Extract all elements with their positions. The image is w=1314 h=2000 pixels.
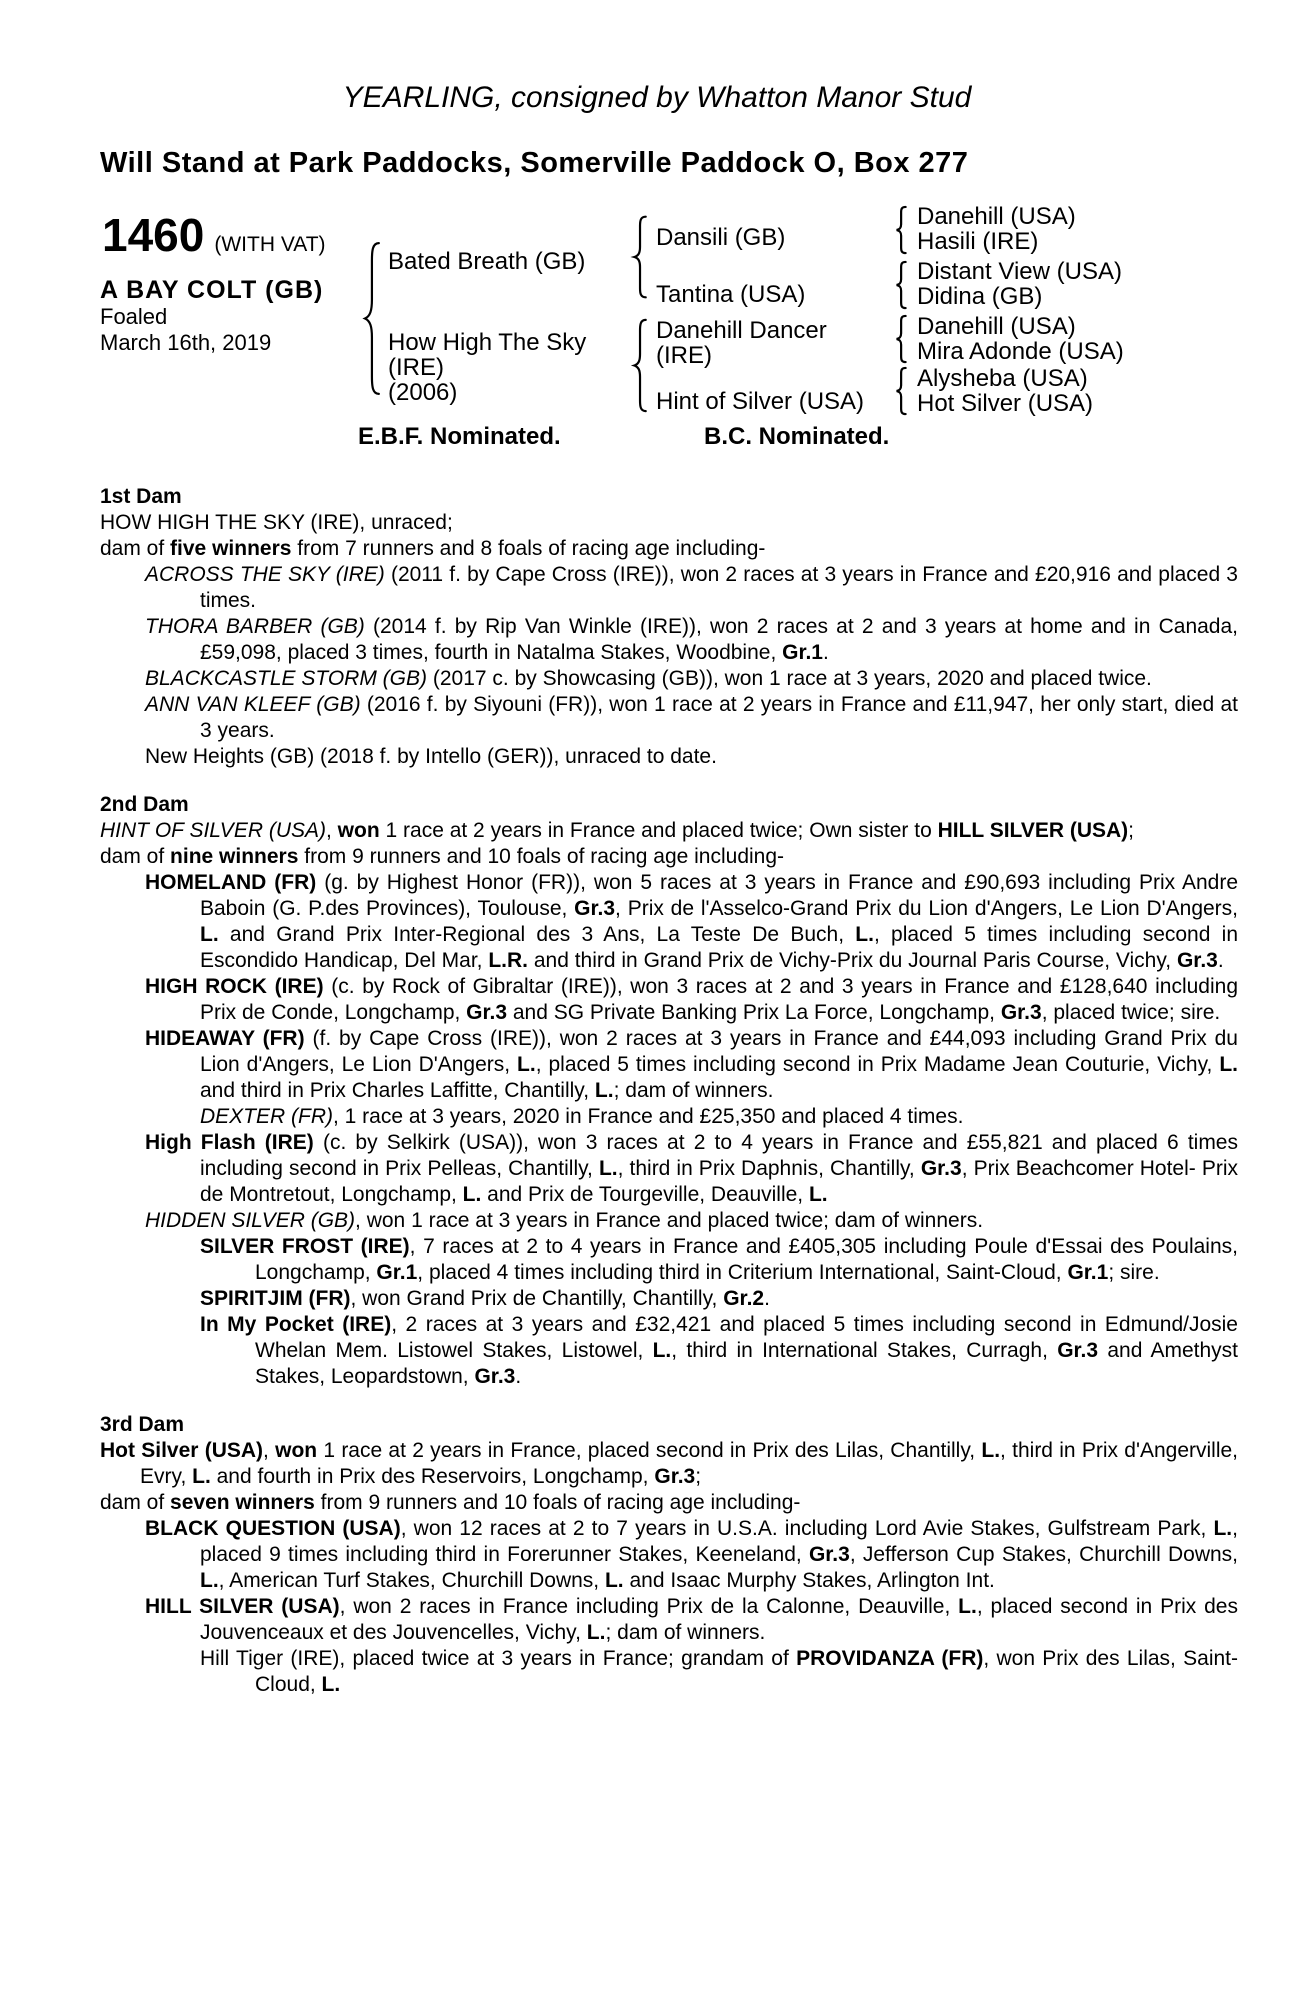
great-grandparents-pair — [917, 259, 1122, 309]
dam-name — [388, 330, 586, 405]
consignment-title: YEARLING, consigned by Whatton Manor Stud — [342, 81, 972, 114]
text-run: , placed 9 times including third in Forerunner Stakes, Keeneland, — [200, 1517, 1238, 1566]
text-run: , third in International Stakes, Curragh, — [671, 1339, 1058, 1362]
sire-name: Bated Breath (GB) — [388, 248, 586, 275]
great-grandparent: Distant View (USA) — [917, 258, 1122, 285]
text-run: and third in Grand Prix de Vichy-Prix du Journal Paris Course, Vichy, — [528, 949, 1177, 972]
text-run: , — [326, 819, 338, 842]
dam-name-line: (IRE) — [388, 354, 444, 381]
produce-record — [100, 974, 1238, 1026]
dam-heading: 1st Dam — [100, 485, 182, 508]
text-run: L. — [855, 923, 874, 946]
text-run: Gr.1 — [782, 641, 823, 664]
text-run: L. — [594, 1079, 614, 1102]
bc-nominated: B.C. Nominated. — [704, 423, 890, 450]
text-run: HIDDEN SILVER (GB) — [145, 1209, 356, 1232]
text-run: Gr.1 — [376, 1261, 418, 1284]
grandparent-brace — [894, 315, 909, 363]
great-grandparents-pair — [917, 204, 1076, 254]
pedigree-brace — [361, 240, 384, 397]
lot-line — [102, 208, 326, 262]
text-run: , 2 races at 3 years and £32,421 and placed 5 times including second in Edmund/Josie Whelan Mem. Listowel Stakes, Listowel, — [255, 1313, 1238, 1362]
text-run: (2011 f. by Cape Cross (IRE)), won 2 races at 3 years in France and £20,916 and placed 3 times. — [200, 563, 1238, 612]
text-run: and Grand Prix Inter-Regional des 3 Ans, La Teste De Buch, — [218, 923, 856, 946]
produce-record — [100, 1490, 1238, 1516]
foaled-date: March 16th, 2019 — [100, 330, 272, 355]
great-grandparent: Alysheba (USA) — [917, 365, 1088, 392]
sire-brace — [631, 215, 650, 299]
text-run: , won Prix des Lilas, Saint-Cloud, — [255, 1647, 1239, 1696]
text-run: DEXTER (FR) — [200, 1105, 333, 1128]
text-run: THORA BARBER (GB) — [145, 615, 365, 638]
text-run: HOMELAND (FR) — [145, 871, 317, 894]
text-run: from 9 runners and 10 foals of racing age including- — [298, 845, 785, 868]
produce-record — [100, 844, 1238, 870]
text-run: , placed 5 times including second in Escondido Handicap, Del Mar, — [200, 923, 1239, 972]
text-run: . — [515, 1365, 522, 1388]
dam-sire — [656, 318, 827, 368]
produce-record — [100, 666, 1238, 692]
text-run: In My Pocket (IRE) — [200, 1313, 392, 1336]
text-run: , American Turf Stakes, Churchill Downs, — [218, 1569, 605, 1592]
text-run: HIDEAWAY (FR) — [145, 1027, 305, 1050]
text-run: , 7 races at 2 to 4 years in France and £405,305 including Poule d'Essai des Poulains, Longchamp, — [255, 1235, 1238, 1284]
text-run: ANN VAN KLEEF (GB) — [145, 693, 361, 716]
text-run: dam of — [100, 537, 171, 560]
text-run: HILL SILVER (USA) — [937, 819, 1129, 842]
produce-record — [100, 870, 1238, 974]
text-run: dam of — [100, 845, 171, 868]
text-run: . — [1217, 949, 1224, 972]
text-run: BLACK QUESTION (USA) — [145, 1517, 401, 1540]
text-run: , placed 5 times including second in Prix Madame Jean Couturie, Vichy, — [535, 1053, 1220, 1076]
text-run: PROVIDANZA (FR) — [796, 1647, 984, 1670]
text-run: and Amethyst Stakes, Leopardstown, — [255, 1339, 1239, 1388]
text-run: L. — [652, 1339, 672, 1362]
great-grandparent: Danehill (USA) — [917, 203, 1076, 230]
lot-number: 1460 — [102, 209, 205, 261]
text-run: , Prix Beachcomer Hotel- Prix de Montretout, Longchamp, — [200, 1157, 1238, 1206]
text-run: ACROSS THE SKY (IRE) — [145, 563, 385, 586]
text-run: nine winners — [170, 845, 299, 868]
text-run: (2016 f. by Siyouni (FR)), won 1 race at 2 years in France and £11,947, her only start, died at 3 years. — [200, 693, 1238, 742]
text-run: Hot Silver (USA) — [100, 1439, 264, 1462]
text-run: (f. by Cape Cross (IRE)), won 2 races at 3 years in France and £44,093 including Grand Prix du Lion d'Angers, Le Lion D'Angers, — [200, 1027, 1238, 1076]
text-run: Gr.1 — [1067, 1261, 1109, 1284]
text-run: L. — [598, 1157, 618, 1180]
foaled-block — [100, 304, 271, 356]
text-run: L. — [321, 1673, 341, 1696]
foaled-label: Foaled — [100, 304, 168, 329]
dam-heading: 3rd Dam — [100, 1413, 185, 1436]
text-run: Gr.2 — [723, 1287, 765, 1310]
text-run: , third in Prix Daphnis, Chantilly, — [617, 1157, 921, 1180]
text-run: (c. by Rock of Gibraltar (IRE)), won 3 races at 2 and 3 years in France and £128,640 including Prix de Conde, Longchamp, — [200, 975, 1238, 1024]
text-run: . — [823, 641, 829, 664]
text-run: Gr.3 — [466, 1001, 508, 1024]
produce-record — [100, 744, 1238, 770]
text-run: won — [337, 819, 380, 842]
text-run: from 9 runners and 10 foals of racing age including- — [314, 1491, 801, 1514]
text-run: Gr.3 — [474, 1365, 516, 1388]
ebf-nominated: E.B.F. Nominated. — [358, 423, 561, 450]
produce-sections — [100, 484, 1238, 1698]
text-run: , placed 4 times including third in Criterium International, Saint-Cloud, — [417, 1261, 1068, 1284]
text-run: HILL SILVER (USA) — [145, 1595, 340, 1618]
text-run: 1 race at 2 years in France and placed twice; Own sister to — [379, 819, 938, 842]
pedigree-table — [100, 204, 1238, 456]
dam-dam: Hint of Silver (USA) — [656, 388, 865, 415]
text-run: SPIRITJIM (FR) — [200, 1287, 351, 1310]
text-run: (2017 c. by Showcasing (GB)), won 1 race at 3 years, 2020 and placed twice. — [427, 667, 1152, 690]
text-run: L. — [1219, 1053, 1238, 1076]
dam-heading: 2nd Dam — [100, 793, 189, 816]
text-run: , placed twice; sire. — [1041, 1001, 1221, 1024]
text-run: five winners — [170, 537, 292, 560]
text-run: Gr.3 — [920, 1157, 962, 1180]
produce-record — [100, 1594, 1238, 1646]
text-run: HINT OF SILVER (USA) — [100, 819, 326, 842]
text-run: , won Grand Prix de Chantilly, Chantilly, — [350, 1287, 724, 1310]
grandparent-brace — [894, 206, 909, 254]
text-run: L. — [808, 1183, 828, 1206]
text-run: ; dam of winners. — [613, 1079, 774, 1102]
produce-record — [100, 1312, 1238, 1390]
grandparent-brace — [894, 367, 909, 415]
text-run: , third in Prix d'Angerville, Evry, — [140, 1439, 1238, 1488]
text-run: Gr.3 — [1000, 1001, 1042, 1024]
dam-section — [100, 1412, 1238, 1698]
great-grandparent: Danehill (USA) — [917, 313, 1076, 340]
text-run: Hill Tiger (IRE), placed twice at 3 years in France; grandam of — [200, 1647, 797, 1670]
great-grandparent: Didina (GB) — [917, 283, 1043, 310]
produce-record — [100, 536, 1238, 562]
text-run: BLACKCASTLE STORM (GB) — [145, 667, 428, 690]
produce-record — [100, 1208, 1238, 1234]
text-run: won — [275, 1439, 318, 1462]
text-run: , won 12 races at 2 to 7 years in U.S.A. including Lord Avie Stakes, Gulfstream Park, — [400, 1517, 1214, 1540]
text-run: SILVER FROST (IRE) — [200, 1235, 410, 1258]
colt-description: A BAY COLT (GB) — [100, 276, 324, 304]
dam-sire-line: Danehill Dancer — [656, 317, 827, 344]
stand-location: Will Stand at Park Paddocks, Somerville Paddock O, Box 277 — [100, 147, 969, 179]
text-run: , won 1 race at 3 years in France and placed twice; dam of winners. — [355, 1209, 984, 1232]
produce-record — [100, 1438, 1238, 1490]
text-run: 1 race at 2 years in France, placed second in Prix des Lilas, Chantilly, — [317, 1439, 982, 1462]
dam-section — [100, 484, 1238, 770]
text-run: L. — [200, 1569, 219, 1592]
text-run: and SG Private Banking Prix La Force, Longchamp, — [507, 1001, 1001, 1024]
text-run: New Heights (GB) (2018 f. by Intello (GER)), unraced to date. — [145, 745, 717, 768]
produce-record — [100, 1130, 1238, 1208]
vat-note: (WITH VAT) — [214, 233, 326, 256]
text-run: Gr.3 — [1176, 949, 1218, 972]
text-run: HOW HIGH THE SKY (IRE), unraced; — [100, 511, 453, 534]
sire-sire: Dansili (GB) — [656, 224, 786, 251]
text-run: (c. by Selkirk (USA)), won 3 races at 2 to 4 years in France and £55,821 and placed 6 times including second in Prix Pelleas, Chantilly, — [200, 1131, 1238, 1180]
great-grandparent: Mira Adonde (USA) — [917, 338, 1124, 365]
text-run: (2014 f. by Rip Van Winkle (IRE)), won 2 races at 2 and 3 years at home and in Canada, £59,098, placed 3 times, fourth in Natalma Stakes, Woodbine, — [200, 615, 1238, 664]
text-run: High Flash (IRE) — [145, 1131, 314, 1154]
produce-record — [100, 510, 1238, 536]
text-run: and Prix de Tourgeville, Deauville, — [481, 1183, 809, 1206]
text-run: ; dam of winners. — [605, 1621, 766, 1644]
dam-section — [100, 792, 1238, 1390]
text-run: Gr.3 — [808, 1543, 850, 1566]
produce-record — [100, 1026, 1238, 1104]
grandparent-brace — [894, 261, 909, 309]
great-grandparents-pair — [917, 314, 1124, 364]
text-run: , won 2 races in France including Prix de la Calonne, Deauville, — [339, 1595, 959, 1618]
text-run: and third in Prix Charles Laffitte, Chantilly, — [200, 1079, 595, 1102]
text-run: L. — [958, 1595, 977, 1618]
produce-record — [100, 818, 1238, 844]
text-run: . — [764, 1287, 770, 1310]
text-run: L. — [462, 1183, 482, 1206]
sire-dam: Tantina (USA) — [656, 281, 806, 308]
text-run: L. — [192, 1465, 211, 1488]
text-run: Gr.3 — [654, 1465, 696, 1488]
text-run: L. — [517, 1053, 536, 1076]
text-run: , 1 race at 3 years, 2020 in France and £25,350 and placed 4 times. — [333, 1105, 964, 1128]
produce-record — [100, 1104, 1238, 1130]
text-run: and Isaac Murphy Stakes, Arlington Int. — [623, 1569, 995, 1592]
text-run: and fourth in Prix des Reservoirs, Longchamp, — [210, 1465, 655, 1488]
produce-record — [100, 1286, 1238, 1312]
text-run: L.R. — [488, 949, 528, 972]
text-run: L. — [981, 1439, 1001, 1462]
text-run: ; sire. — [1108, 1261, 1160, 1284]
text-run: L. — [1213, 1517, 1233, 1540]
text-run: L. — [586, 1621, 606, 1644]
text-run: , Prix de l'Asselco-Grand Prix du Lion d'Angers, Le Lion D'Angers, — [615, 897, 1239, 920]
text-run: (g. by Highest Honor (FR)), won 5 races at 3 years in France and £90,693 including Prix Andre Baboin (G. P.des Provinces), Toulouse, — [200, 871, 1238, 920]
produce-record — [100, 1646, 1238, 1698]
text-run: , Jefferson Cup Stakes, Churchill Downs, — [849, 1543, 1238, 1566]
great-grandparent: Hot Silver (USA) — [917, 390, 1094, 417]
produce-record — [100, 614, 1238, 666]
text-run: ; — [1128, 819, 1135, 842]
great-grandparent: Hasili (IRE) — [917, 228, 1039, 255]
great-grandparents-pair — [917, 366, 1093, 416]
dam-name-line: How High The Sky — [388, 329, 587, 356]
text-run: ; — [695, 1465, 702, 1488]
produce-record — [100, 1234, 1238, 1286]
text-run: from 7 runners and 8 foals of racing age including- — [291, 537, 766, 560]
text-run: L. — [200, 923, 219, 946]
produce-record — [100, 562, 1238, 614]
dam-sire-line: (IRE) — [656, 342, 712, 369]
produce-record — [100, 692, 1238, 744]
text-run: Gr.3 — [574, 897, 616, 920]
text-run: HIGH ROCK (IRE) — [145, 975, 324, 998]
dam-name-line: (2006) — [388, 379, 458, 406]
text-run: dam of — [100, 1491, 171, 1514]
text-run: , placed second in Prix des Jouvenceaux et des Jouvencelles, Vichy, — [200, 1595, 1238, 1644]
text-run: L. — [604, 1569, 624, 1592]
dam-brace — [631, 318, 650, 413]
text-run: , — [263, 1439, 276, 1462]
text-run: seven winners — [170, 1491, 315, 1514]
text-run: Gr.3 — [1057, 1339, 1099, 1362]
produce-record — [100, 1516, 1238, 1594]
